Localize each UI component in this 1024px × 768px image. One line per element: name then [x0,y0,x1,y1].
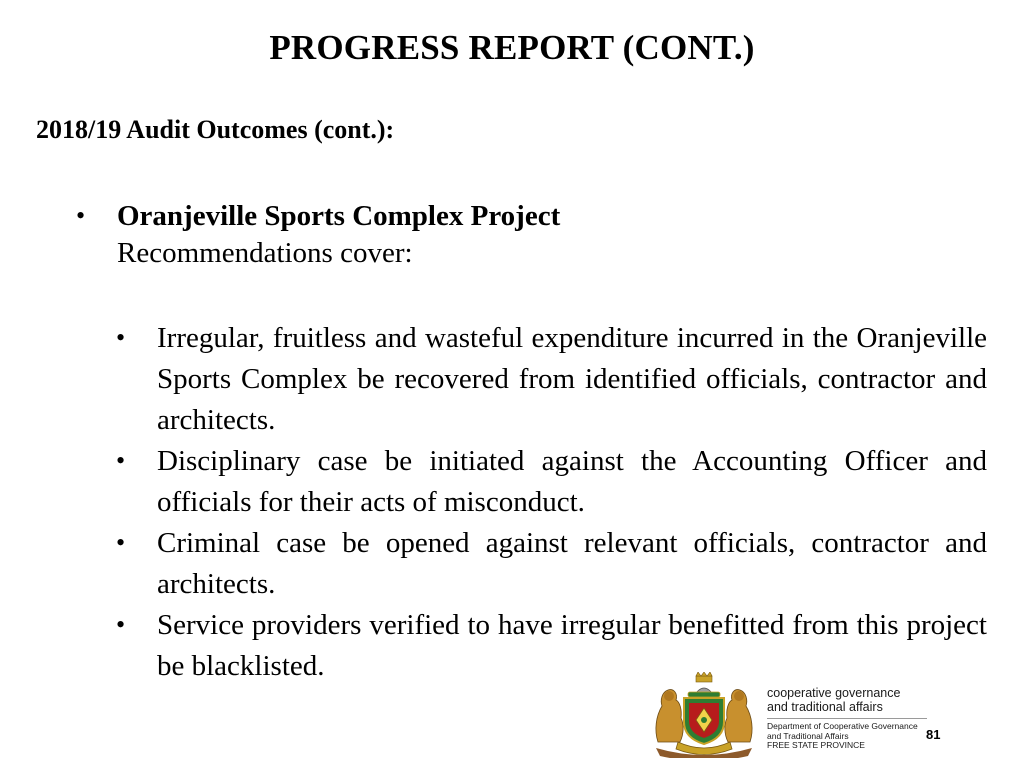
page-number: 81 [926,727,941,742]
recommendation-text: Disciplinary case be initiated against the Accounting Officer and officials for their acts of misconduct. [157,445,987,518]
list-item [116,523,987,605]
recommendation-text: Criminal case be opened against relevant officials, contractor and architects. [157,527,987,600]
project-name: Oranjeville Sports Complex Project [117,200,561,232]
project-intro: Recommendations cover: [117,237,413,269]
free-state-coat-of-arms-icon [648,672,760,758]
department-subline-2: and Traditional Affairs [767,730,849,741]
bullet-icon: • [116,610,126,639]
department-subline-3: FREE STATE PROVINCE [767,740,865,751]
list-item [116,318,987,441]
bullet-icon: • [116,528,126,557]
department-name-line-1: cooperative governance [767,686,901,700]
recommendation-text: Service providers verified to have irregular benefitted from this project be blacklisted. [157,609,987,682]
bullet-icon: • [116,446,126,475]
footer-divider [767,718,927,719]
department-name-line-2: and traditional affairs [767,700,883,714]
project-block [76,197,988,271]
list-item [116,441,987,523]
bullet-icon: • [116,323,126,352]
department-subline-1: Department of Cooperative Governance [767,721,918,731]
department-block [767,686,947,751]
section-subtitle: 2018/19 Audit Outcomes (cont.): [36,115,395,144]
bullet-icon: • [76,201,86,230]
recommendation-text: Irregular, fruitless and wasteful expenditure incurred in the Oranjeville Sports Complex be recovered from identified officials, contractor and architects. [157,322,987,436]
recommendation-list [116,318,987,687]
project-bullet-row [76,197,988,235]
slide-title: PROGRESS REPORT (CONT.) [269,28,755,67]
list-item [116,605,987,687]
